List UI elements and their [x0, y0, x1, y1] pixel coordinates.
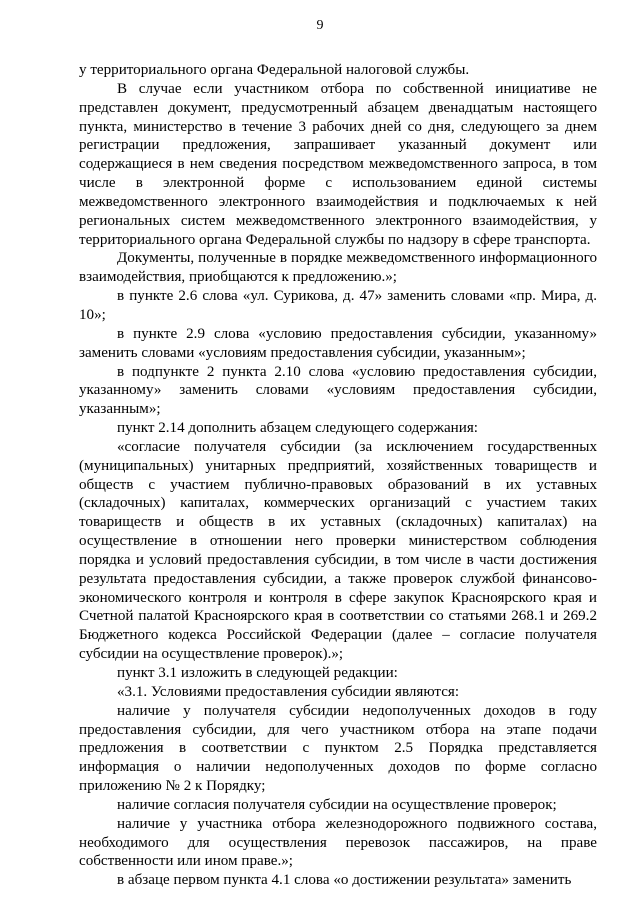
paragraph: пункт 3.1 изложить в следующей редакции:: [117, 665, 398, 681]
paragraph: В случае если участником отбора по собственной инициативе не представлен документ, предусмотренный абзацем двенадцатым настоящего пункта, министерство в течение 3 рабочих дней со дня, следующего за днем регистрации предложения, запрашивает указанный документ или содержащиеся в нем сведения посредством межведомственного запроса, в том числе в электронной форме с использованием единой системы межведомственного электронного взаимодействия и подключаемых к ней региональных систем межведомственного электронного взаимодействия, у территориального органа Федеральной службы по надзору в сфере транспорта.: [79, 80, 597, 248]
paragraph: наличие у участника отбора железнодорожного подвижного состава, необходимого для осуществления перевозок пассажиров, на праве собственности или ином праве.»;: [79, 815, 597, 870]
paragraph: наличие согласия получателя субсидии на осуществление проверок;: [117, 796, 557, 813]
paragraph: в абзаце первом пункта 4.1 слова «о достижении результата» заменить: [117, 872, 572, 889]
paragraph: в пункте 2.6 слова «ул. Сурикова, д. 47» заменить словами «пр. Мира, д. 10»;: [79, 288, 597, 323]
paragraph: наличие у получателя субсидии недополученных доходов в году предоставления субсидии, для чего участником отбора на этапе подачи предложения в соответствии с пунктом 2.5 Порядка представляется информация о наличии недополученных доходов по форме согласно приложению № 2 к Порядку;: [79, 702, 597, 795]
paragraph: пункт 2.14 дополнить абзацем следующего содержания:: [117, 420, 478, 437]
paragraph: Документы, полученные в порядке межведомственного информационного взаимодействия, приобщаются к предложению.»;: [79, 250, 597, 286]
paragraph: у территориального органа Федеральной налоговой службы.: [79, 62, 470, 78]
paragraph: «3.1. Условиями предоставления субсидии являются:: [117, 683, 460, 700]
document-body: [79, 61, 597, 890]
paragraph: в пункте 2.9 слова «условию предоставления субсидии, указанному» заменить словами «условиям предоставления субсидии, указанным»;: [79, 325, 597, 361]
paragraph: «согласие получателя субсидии (за исключением государственных (муниципальных) унитарных предприятий, хозяйственных товариществ и обществ с участием публично-правовых образований в их уставных (складочных) капиталах, коммерческих организаций с участием таких товариществ и обществ в их уставных (складочных) капиталах) на осуществление в отношении него проверки министерством соблюдения порядка и условий предоставления субсидии, в том числе в части достижения результата предоставления субсидии, а также проверок службой финансово-экономического контроля и контроля в сфере закупок Красноярского края и Счетной палатой Красноярского края в соответствии со статьями 268.1 и 269.2 Бюджетного кодекса Российской Федерации (далее – согласие получателя субсидии на осуществление проверок).»;: [79, 438, 597, 663]
paragraph: в подпункте 2 пункта 2.10 слова «условию предоставления субсидии, указанному» заменить словами «условиям предоставления субсидии, указанным»;: [79, 363, 597, 418]
page-number: 9: [316, 18, 324, 33]
